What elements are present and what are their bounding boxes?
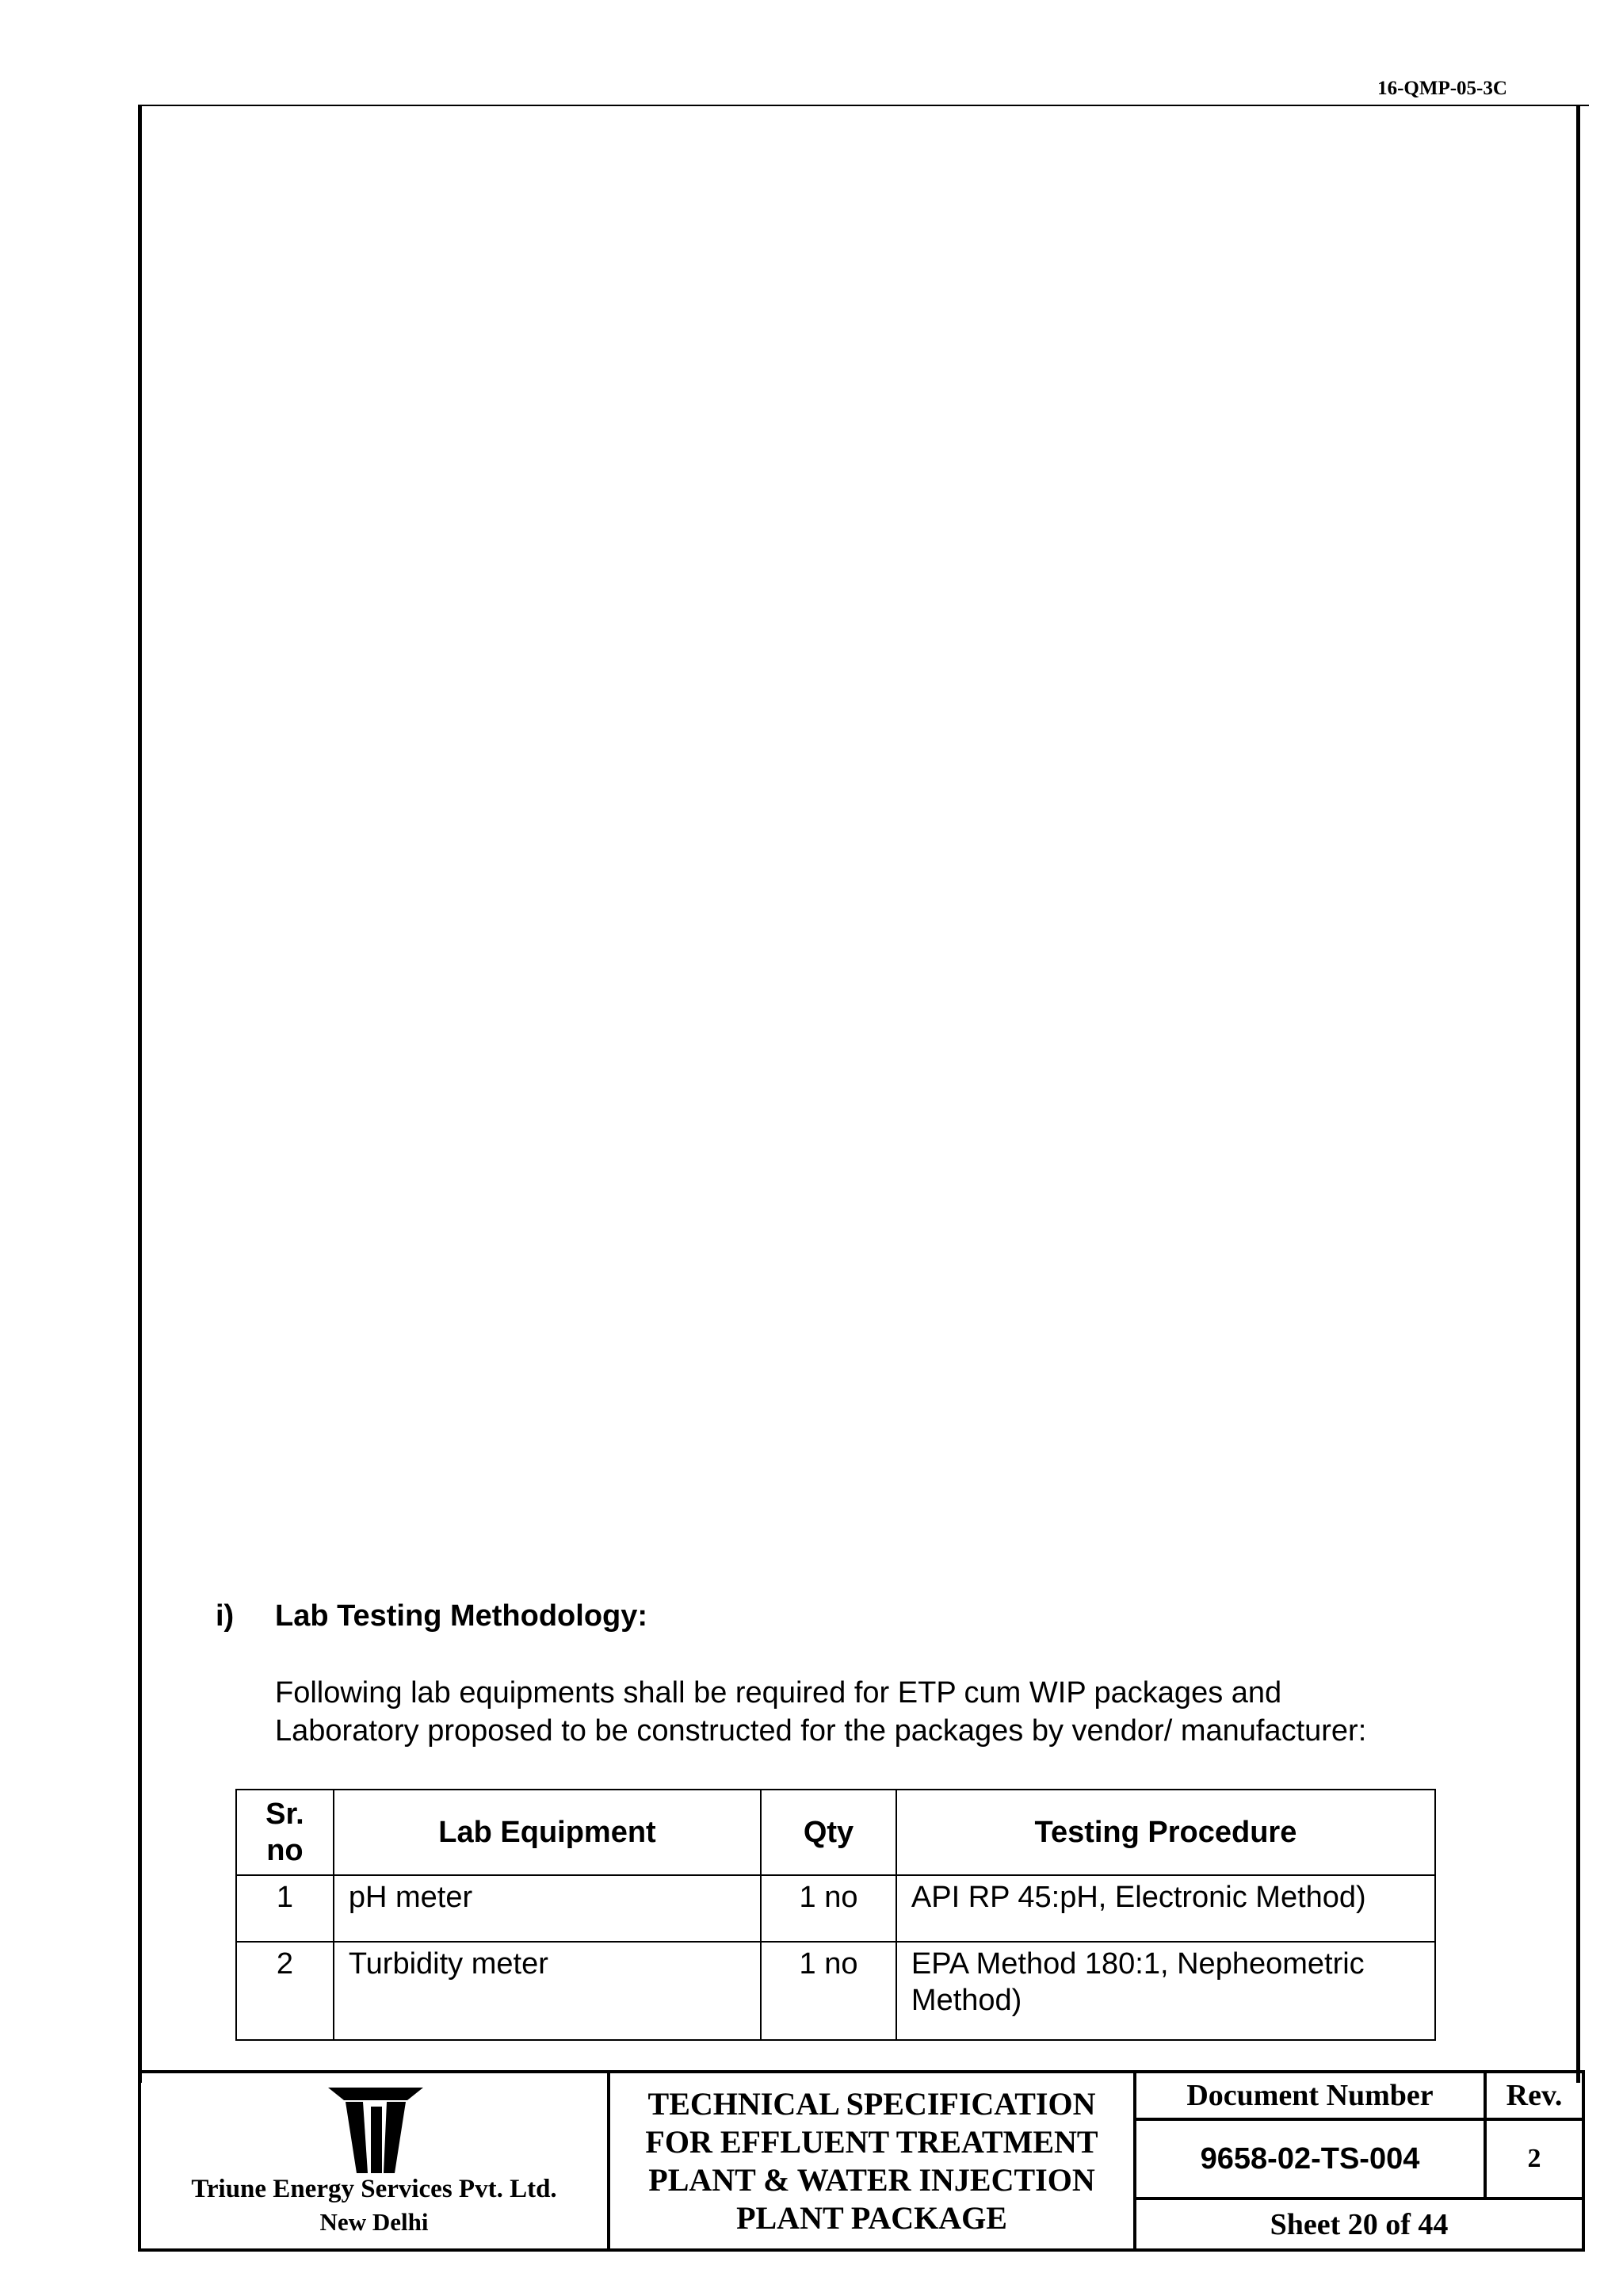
section-body-line: Laboratory proposed to be constructed for the packages by vendor/ manufacturer: — [275, 1714, 1367, 1748]
page-frame — [138, 105, 1580, 2083]
document-title-line: PLANT & WATER INJECTION — [648, 2161, 1095, 2198]
procedure-line: EPA Method 180:1, Nepheometric — [911, 1947, 1365, 1981]
cell-procedure — [896, 1875, 1435, 1942]
document-number-value: 9658-02-TS-004 — [1135, 2119, 1485, 2199]
title-block — [138, 2070, 1585, 2252]
cell-sr: 2 — [236, 1942, 334, 2040]
cell-equipment: pH meter — [334, 1875, 761, 1942]
table-header-row — [236, 1790, 1435, 1875]
procedure-line: API RP 45:pH, Electronic Method) — [911, 1881, 1366, 1914]
revision-label: Rev. — [1485, 2072, 1583, 2119]
document-title — [609, 2072, 1135, 2250]
table-row — [236, 1942, 1435, 2040]
company-block — [139, 2072, 609, 2250]
cell-procedure — [896, 1942, 1435, 2040]
table-row — [236, 1875, 1435, 1942]
section-body — [275, 1674, 1559, 1750]
section-number: i) — [216, 1599, 235, 1633]
procedure-line: Method) — [911, 1984, 1022, 2017]
header-sr-no — [236, 1790, 334, 1875]
document-title-line: FOR EFFLUENT TREATMENT — [645, 2123, 1098, 2160]
header-sr-line: Sr. — [265, 1797, 304, 1831]
company-name: Triune Energy Services Pvt. Ltd. — [191, 2175, 557, 2203]
header-testing-procedure: Testing Procedure — [896, 1790, 1435, 1875]
header-qty: Qty — [761, 1790, 896, 1875]
sheet-number: Sheet 20 of 44 — [1135, 2199, 1583, 2250]
revision-value: 2 — [1485, 2119, 1583, 2199]
document-code: 16-QMP-05-3C — [1377, 78, 1507, 99]
header-lab-equipment: Lab Equipment — [334, 1790, 761, 1875]
company-logo-icon — [328, 2088, 423, 2173]
document-title-line: TECHNICAL SPECIFICATION — [647, 2085, 1096, 2122]
header-sr-line: no — [266, 1834, 304, 1867]
document-title-line: PLANT PACKAGE — [736, 2199, 1007, 2236]
cell-sr: 1 — [236, 1875, 334, 1942]
section-body-line: Following lab equipments shall be required for ETP cum WIP packages and — [275, 1676, 1282, 1710]
cell-equipment: Turbidity meter — [334, 1942, 761, 2040]
document-number-label: Document Number — [1135, 2072, 1485, 2119]
company-city: New Delhi — [319, 2208, 429, 2236]
cell-qty: 1 no — [761, 1942, 896, 2040]
lab-equipment-table — [235, 1789, 1436, 2041]
section-title: Lab Testing Methodology: — [275, 1599, 648, 1633]
cell-qty: 1 no — [761, 1875, 896, 1942]
